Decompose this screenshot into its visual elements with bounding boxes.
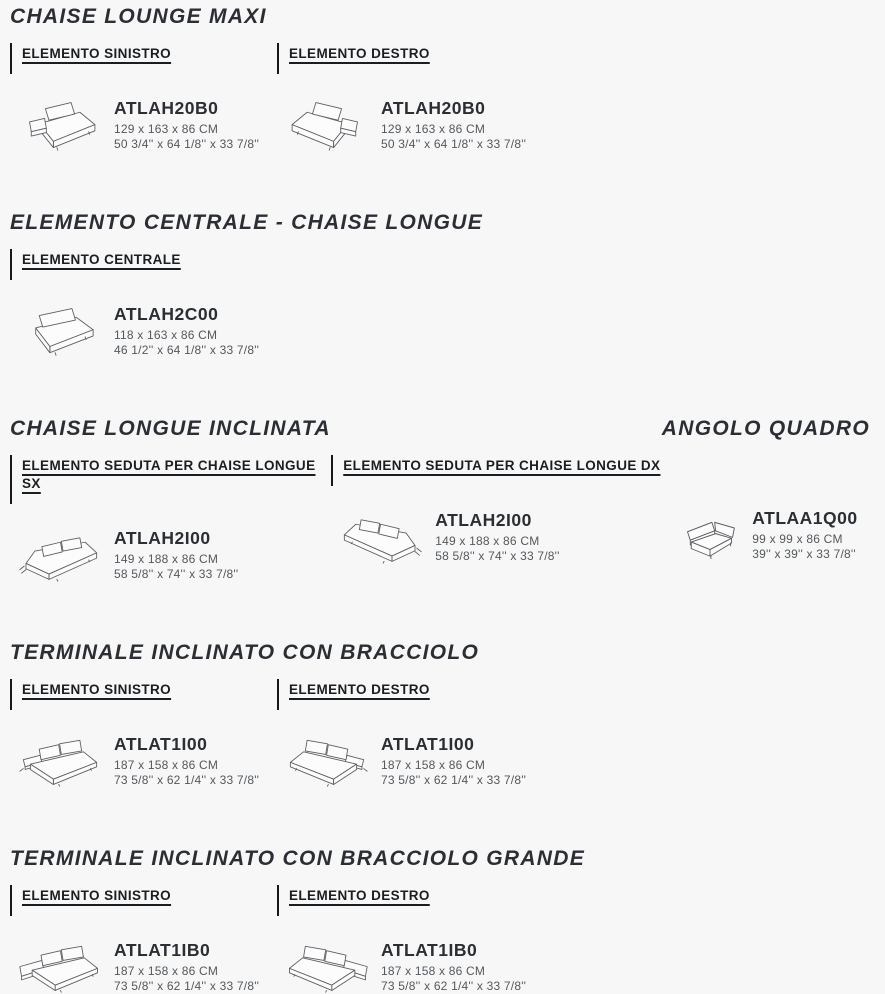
inclined-chaise-longue-dx-drawing xyxy=(339,511,423,564)
label-elemento-sinistro xyxy=(10,679,277,710)
product-size-cm: 187 x 158 x 86 CM xyxy=(381,964,486,978)
product-code: ATLAH2C00 xyxy=(114,304,219,324)
product-size-cm: 187 x 158 x 86 CM xyxy=(114,964,219,978)
product-size-cm: 187 x 158 x 86 CM xyxy=(114,758,219,772)
section-heading-row xyxy=(10,4,870,30)
columns-row xyxy=(10,679,870,788)
column-label: ELEMENTO SEDUTA PER CHAISE LONGUE DX xyxy=(343,458,661,473)
label-elemento-destro xyxy=(277,43,544,74)
inclined-terminal-large-armrest-right-drawing xyxy=(285,941,369,994)
product-code: ATLAT1I00 xyxy=(114,734,208,754)
column-label: ELEMENTO SINISTRO xyxy=(22,682,172,697)
columns-row xyxy=(10,455,870,582)
product-code: ATLAH20B0 xyxy=(114,98,219,118)
product-size-in: 73 5/8'' x 62 1/4'' x 33 7/8'' xyxy=(114,773,260,787)
product-info xyxy=(114,734,259,788)
product-size-cm: 149 x 188 x 86 CM xyxy=(435,534,540,548)
label-elemento-centrale xyxy=(10,249,277,280)
product-atlaa1q00[interactable] xyxy=(672,508,870,562)
column-seduta-sx xyxy=(10,455,331,582)
section-chaise-lounge-maxi xyxy=(10,4,870,152)
section-heading-row xyxy=(10,210,870,236)
product-atlah20b0-sx[interactable] xyxy=(10,98,277,152)
product-atlah2i00-dx[interactable] xyxy=(331,510,672,564)
product-atlah2i00-sx[interactable] xyxy=(10,528,331,582)
label-elemento-sinistro xyxy=(10,43,277,74)
column-sinistro xyxy=(10,885,277,994)
product-info xyxy=(114,304,259,358)
section-elemento-centrale xyxy=(10,210,870,358)
product-size-in: 58 5/8'' x 74'' x 33 7/8'' xyxy=(435,549,560,563)
column-destro xyxy=(277,43,544,152)
column-label: ELEMENTO SEDUTA PER CHAISE LONGUE SX xyxy=(22,458,316,491)
column-centrale xyxy=(10,249,277,358)
column-destro xyxy=(277,885,544,994)
product-info xyxy=(435,510,559,564)
product-size-cm: 149 x 188 x 86 CM xyxy=(114,552,219,566)
columns-row xyxy=(10,43,870,152)
product-code: ATLAH2I00 xyxy=(114,528,211,548)
product-size-cm: 99 x 99 x 86 CM xyxy=(752,532,843,546)
heading-chaise-lounge-maxi: CHAISE LOUNGE MAXI xyxy=(10,5,267,28)
columns-row xyxy=(10,249,870,358)
product-size-cm: 129 x 163 x 86 CM xyxy=(114,122,219,136)
heading-terminale-inclinato-con-bracciolo-grande: TERMINALE INCLINATO CON BRACCIOLO GRANDE xyxy=(10,847,586,870)
column-destro xyxy=(277,679,544,788)
chaise-lounge-maxi-left-drawing xyxy=(18,99,102,152)
label-seduta-chaise-longue-dx xyxy=(331,455,672,486)
product-size-in: 73 5/8'' x 62 1/4'' x 33 7/8'' xyxy=(381,979,527,993)
product-size-cm: 129 x 163 x 86 CM xyxy=(381,122,486,136)
column-seduta-dx xyxy=(331,455,672,582)
product-info xyxy=(114,98,259,152)
product-info xyxy=(752,508,857,562)
column-label: ELEMENTO SINISTRO xyxy=(22,888,172,903)
product-code: ATLAH20B0 xyxy=(381,98,486,118)
label-elemento-destro xyxy=(277,885,544,916)
section-terminale-inclinato-bracciolo-grande xyxy=(10,846,870,994)
central-element-chaise-longue-drawing xyxy=(18,305,102,358)
inclined-terminal-armrest-right-drawing xyxy=(285,735,369,788)
product-info xyxy=(114,940,259,994)
product-atlat1ib0-sx[interactable] xyxy=(10,940,277,994)
inclined-terminal-armrest-left-drawing xyxy=(18,735,102,788)
product-atlat1i00-dx[interactable] xyxy=(277,734,544,788)
product-size-in: 46 1/2'' x 64 1/8'' x 33 7/8'' xyxy=(114,343,260,357)
column-label: ELEMENTO CENTRALE xyxy=(22,252,181,267)
product-atlat1ib0-dx[interactable] xyxy=(277,940,544,994)
product-atlah20b0-dx[interactable] xyxy=(277,98,544,152)
product-size-in: 73 5/8'' x 62 1/4'' x 33 7/8'' xyxy=(381,773,527,787)
label-elemento-destro xyxy=(277,679,544,710)
column-sinistro xyxy=(10,43,277,152)
column-label: ELEMENTO SINISTRO xyxy=(22,46,172,61)
column-angolo-quadro xyxy=(672,455,870,582)
product-size-in: 50 3/4'' x 64 1/8'' x 33 7/8'' xyxy=(114,137,260,151)
product-info xyxy=(381,98,526,152)
product-info xyxy=(381,940,526,994)
product-size-cm: 187 x 158 x 86 CM xyxy=(381,758,486,772)
product-atlah2c00[interactable] xyxy=(10,304,277,358)
product-size-in: 73 5/8'' x 62 1/4'' x 33 7/8'' xyxy=(114,979,260,993)
heading-terminale-inclinato-con-bracciolo: TERMINALE INCLINATO CON BRACCIOLO xyxy=(10,641,480,664)
column-label: ELEMENTO DESTRO xyxy=(289,682,430,697)
product-size-cm: 118 x 163 x 86 CM xyxy=(114,328,218,342)
heading-elemento-centrale-chaise-longue: ELEMENTO CENTRALE - CHAISE LONGUE xyxy=(10,211,484,234)
inclined-terminal-large-armrest-left-drawing xyxy=(18,941,102,994)
product-size-in: 50 3/4'' x 64 1/8'' x 33 7/8'' xyxy=(381,137,527,151)
column-label: ELEMENTO DESTRO xyxy=(289,888,430,903)
product-code: ATLAT1IB0 xyxy=(381,940,478,960)
label-seduta-chaise-longue-sx xyxy=(10,455,331,504)
column-label: ELEMENTO DESTRO xyxy=(289,46,430,61)
heading-angolo-quadro: ANGOLO QUADRO xyxy=(661,417,870,440)
square-corner-drawing xyxy=(680,512,740,559)
product-size-in: 58 5/8'' x 74'' x 33 7/8'' xyxy=(114,567,239,581)
section-heading-row xyxy=(10,416,870,442)
product-info xyxy=(381,734,526,788)
section-chaise-longue-inclinata xyxy=(10,416,870,582)
product-code: ATLAT1IB0 xyxy=(114,940,211,960)
product-atlat1i00-sx[interactable] xyxy=(10,734,277,788)
product-info xyxy=(114,528,238,582)
label-elemento-sinistro xyxy=(10,885,277,916)
product-code: ATLAA1Q00 xyxy=(752,508,858,528)
heading-chaise-longue-inclinata: CHAISE LONGUE INCLINATA xyxy=(10,417,331,440)
section-heading-row xyxy=(10,846,870,872)
section-heading-row xyxy=(10,640,870,666)
inclined-chaise-longue-sx-drawing xyxy=(18,529,102,582)
column-sinistro xyxy=(10,679,277,788)
section-terminale-inclinato-bracciolo xyxy=(10,640,870,788)
chaise-lounge-maxi-right-drawing xyxy=(285,99,369,152)
product-size-in: 39'' x 39'' x 33 7/8'' xyxy=(752,547,856,561)
product-code: ATLAT1I00 xyxy=(381,734,475,754)
columns-row xyxy=(10,885,870,994)
product-code: ATLAH2I00 xyxy=(435,510,532,530)
